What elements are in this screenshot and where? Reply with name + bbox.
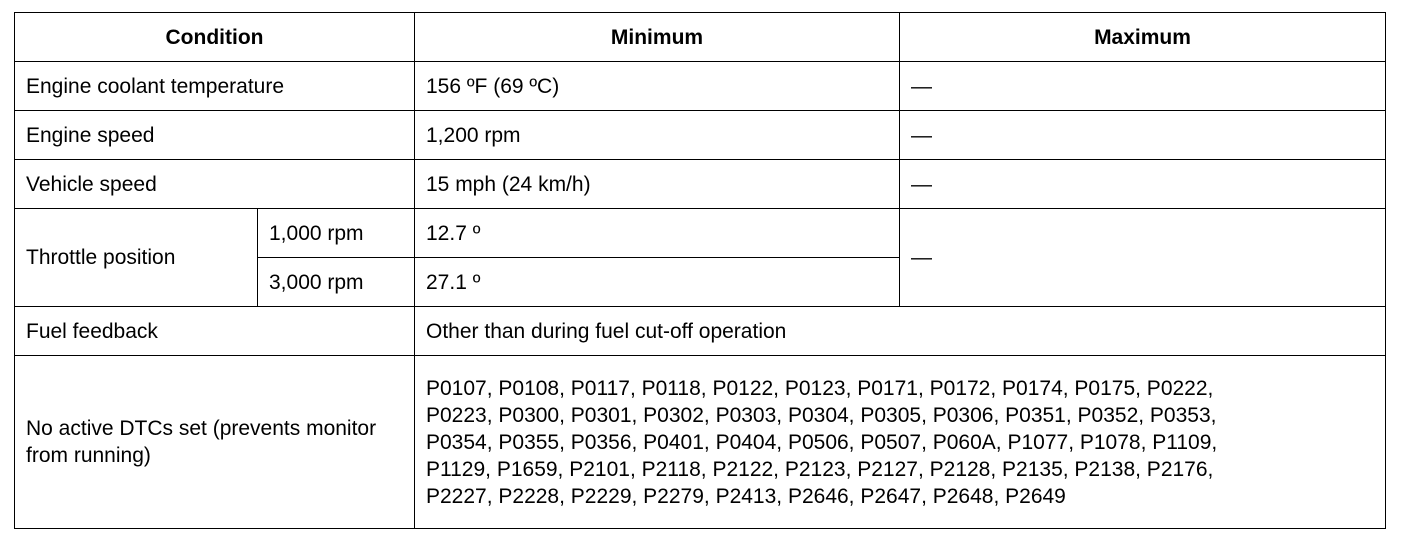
header-condition: Condition xyxy=(15,13,415,62)
row-max-coolant: — xyxy=(900,62,1386,111)
row-label-vehicle-speed: Vehicle speed xyxy=(15,160,415,209)
row-min-vehicle-speed: 15 mph (24 km/h) xyxy=(415,160,900,209)
table-row xyxy=(15,62,1386,111)
dtc-line: P0107, P0108, P0117, P0118, P0122, P0123, P0171, P0172, P0174, P0175, P0222, xyxy=(426,376,1214,400)
dtc-line: P2227, P2228, P2229, P2279, P2413, P2646, P2647, P2648, P2649 xyxy=(426,484,1066,508)
row-sub-throttle-1000: 1,000 rpm xyxy=(258,209,415,258)
table-row xyxy=(15,111,1386,160)
row-min-engine-speed: 1,200 rpm xyxy=(415,111,900,160)
row-min-throttle-1000: 12.7 º xyxy=(415,209,900,258)
table-row xyxy=(15,160,1386,209)
table-row xyxy=(15,307,1386,356)
row-max-throttle: — xyxy=(900,209,1386,307)
header-maximum: Maximum xyxy=(900,13,1386,62)
header-minimum: Minimum xyxy=(415,13,900,62)
row-label-dtcs: No active DTCs set (prevents monitor from running) xyxy=(15,356,415,529)
row-value-fuel-feedback: Other than during fuel cut-off operation xyxy=(415,307,1386,356)
row-max-vehicle-speed: — xyxy=(900,160,1386,209)
dtc-line: P0354, P0355, P0356, P0401, P0404, P0506, P0507, P060A, P1077, P1078, P1109, xyxy=(426,430,1218,454)
row-label-throttle: Throttle position xyxy=(15,209,258,307)
dtc-line: P1129, P1659, P2101, P2118, P2122, P2123, P2127, P2128, P2135, P2138, P2176, xyxy=(426,457,1214,481)
table-row xyxy=(15,356,1386,529)
monitor-conditions-table xyxy=(14,12,1386,529)
row-label-fuel-feedback: Fuel feedback xyxy=(15,307,415,356)
row-value-dtcs xyxy=(415,356,1386,529)
row-min-coolant: 156 ºF (69 ºC) xyxy=(415,62,900,111)
row-min-throttle-3000: 27.1 º xyxy=(415,258,900,307)
table-row xyxy=(15,209,1386,258)
row-label-engine-speed: Engine speed xyxy=(15,111,415,160)
header-row xyxy=(15,13,1386,62)
row-sub-throttle-3000: 3,000 rpm xyxy=(258,258,415,307)
dtc-line: P0223, P0300, P0301, P0302, P0303, P0304, P0305, P0306, P0351, P0352, P0353, xyxy=(426,403,1217,427)
row-max-engine-speed: — xyxy=(900,111,1386,160)
row-label-coolant: Engine coolant temperature xyxy=(15,62,415,111)
